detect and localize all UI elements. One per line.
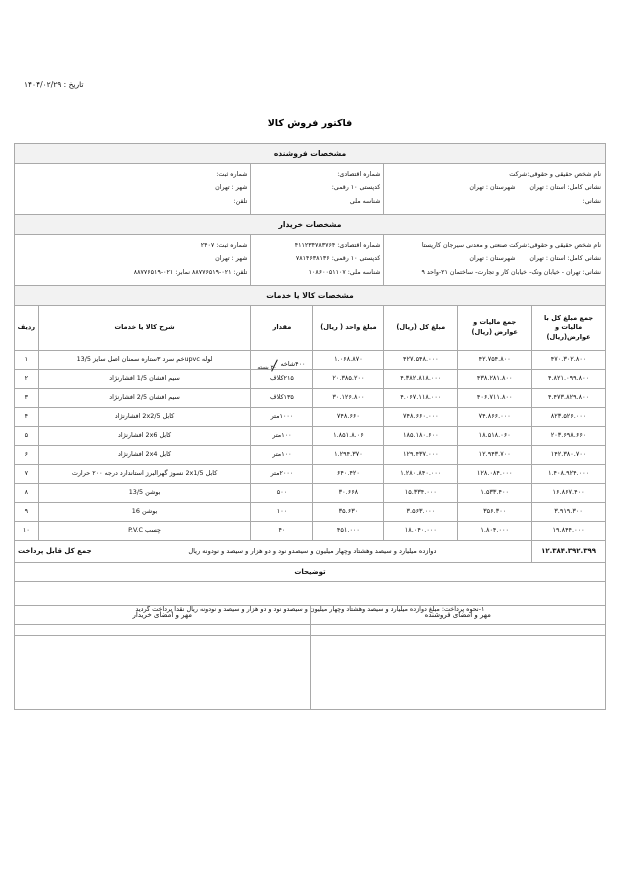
grand-total-value: ۱۲.۳۸۴.۳۹۲.۳۹۹ <box>532 541 606 563</box>
cell-description: کابل 2x2/5 افشارنژاد <box>38 408 251 427</box>
cell-quantity: ۲۰۰۰متر <box>251 465 313 484</box>
cell-total: ۴۲۷.۵۴۸.۰۰۰ <box>384 351 458 370</box>
buyer-phone-value: ۰۲۱-۸۸۷۷۶۵۱۹ <box>191 268 232 276</box>
cell-total: ۱۸۵.۱۸۰.۶۰۰ <box>384 427 458 446</box>
items-header-row <box>15 306 606 351</box>
cell-quantity <box>251 351 313 370</box>
signature-header-row <box>15 606 606 625</box>
seller-city-label: شهرستان : <box>485 184 516 192</box>
buyer-name-line <box>387 241 601 250</box>
buyer-fax-label: نمابر: <box>175 268 190 276</box>
grand-total-label: جمع کل قابل پرداخت <box>18 547 92 556</box>
quantity-primary: ۴۰۰شاخه <box>280 360 306 369</box>
cell-description: لوله upvcخم سرد ۳ستاره سمنان اصل سایز 13/5 <box>38 351 251 370</box>
buyer-national-label: شناسه ملی: <box>347 268 381 276</box>
seller-signature-box[interactable] <box>310 625 606 710</box>
cell-row-number: ۳ <box>15 389 39 408</box>
table-row <box>15 522 606 541</box>
seller-national-label: شناسه ملی <box>349 197 381 205</box>
seller-postal-line <box>254 183 380 192</box>
cell-description: سیم افشان 1/5 افشارنژاد <box>38 370 251 389</box>
seller-phone-label: تلفن: <box>233 197 248 205</box>
cell-grand-total: ۲۰۳.۶۹۸.۶۶۰ <box>532 427 606 446</box>
invoice-table <box>14 143 606 636</box>
cell-description: کابل 2x1/5 نسوز گهرالبرز استاندارد درجه ۲۰۰ حرارت <box>38 465 251 484</box>
cell-grand-total: ۸۲۳.۵۲۶.۰۰۰ <box>532 408 606 427</box>
buyer-econ-value: ۴۱۱۲۳۴۷۸۳۷۶۴ <box>294 242 336 250</box>
cell-unit-price: ۱.۰۶۸.۸۷۰ <box>313 351 384 370</box>
cell-total: ۱۸.۰۴۰.۰۰۰ <box>384 522 458 541</box>
seller-province-value: تهران <box>529 184 544 192</box>
seller-band-row <box>15 144 606 164</box>
cell-grand-total: ۱۹.۸۴۴.۰۰۰ <box>532 522 606 541</box>
buyer-col-right <box>384 235 606 286</box>
buyer-band-row <box>15 215 606 235</box>
cell-row-number: ۷ <box>15 465 39 484</box>
cell-total: ۴.۳۸۲.۸۱۸.۰۰۰ <box>384 370 458 389</box>
items-band-row <box>15 286 606 306</box>
date-value: ۱۴۰۴/۰۲/۲۹ <box>24 80 62 89</box>
cell-total: ۱۵.۳۳۴.۰۰۰ <box>384 484 458 503</box>
buyer-town-label: شهر : <box>231 255 248 263</box>
buyer-col-left <box>15 235 251 286</box>
cell-tax: ۴۲.۷۵۴.۸۰۰ <box>458 351 532 370</box>
seller-econ-line <box>254 170 380 179</box>
cell-quantity: ۵۰۰ <box>251 484 313 503</box>
buyer-postal-label: کدپستی ۱۰ رقمی: <box>331 255 381 263</box>
table-row <box>15 389 606 408</box>
signature-box-row <box>15 625 606 710</box>
cell-row-number: ۸ <box>15 484 39 503</box>
seller-town-line <box>18 183 247 192</box>
buyer-street-label: نشانی: <box>582 268 601 276</box>
cell-tax: ۱۲.۹۴۳.۷۰۰ <box>458 446 532 465</box>
cell-grand-total: ۴.۸۲۱.۰۹۹.۸۰۰ <box>532 370 606 389</box>
seller-info-row <box>15 164 606 215</box>
cell-description: بوشن 16 <box>38 503 251 522</box>
cell-unit-price: ۶۴۰.۴۲۰ <box>313 465 384 484</box>
table-row <box>15 370 606 389</box>
table-row <box>15 484 606 503</box>
cell-total: ۳.۵۶۳.۰۰۰ <box>384 503 458 522</box>
grand-total-words: دوازده میلیارد و سیصد وهشتاد وچهار میلیون و سیصدو نود و دو هزار و سیصد و نودونه ریال <box>188 546 437 555</box>
buyer-town-line <box>18 254 247 263</box>
table-row <box>15 427 606 446</box>
buyer-address-line <box>387 254 601 263</box>
cell-tax: ۱.۸۰۴.۰۰۰ <box>458 522 532 541</box>
cell-unit-price: ۱.۲۹۴.۳۷۰ <box>313 446 384 465</box>
notes-body: ۱-نحوه پرداخت: مبلغ دوازده میلیارد و سیصد وهشتاد وچهار میلیون و سیصدو نود و دو هزار و سیصد و نودونه ریال نقدا پرداخت گردید <box>15 582 606 636</box>
cell-row-number: ۱ <box>15 351 39 370</box>
cell-unit-price: ۷۴۸.۶۶۰ <box>313 408 384 427</box>
cell-total: ۱۲۹.۴۳۷.۰۰۰ <box>384 446 458 465</box>
cell-unit-price: ۲۰.۳۸۵.۲۰۰ <box>313 370 384 389</box>
seller-town-value: تهران <box>215 184 230 192</box>
buyer-fax-value: ۰۲۱-۸۸۷۷۶۵۱۹ <box>133 268 174 276</box>
buyer-band: مشخصات خریدار <box>15 215 606 235</box>
buyer-reg-line <box>18 241 247 250</box>
cell-tax: ۱۸.۵۱۸.۰۶۰ <box>458 427 532 446</box>
seller-national-line <box>254 197 380 206</box>
seller-col-left <box>15 164 251 215</box>
col-header-quantity: مقدار <box>251 306 313 351</box>
cell-quantity: ۱۰۰متر <box>251 446 313 465</box>
buyer-name-value: صنعتی و معدنی سیرجان کاریستا <box>421 242 508 250</box>
cell-unit-price: ۳۰.۱۲۶.۸۰۰ <box>313 389 384 408</box>
buyer-street-value: تهران - خیابان ونک- خیابان کار و تجارت- ساختمان ۲۱-واحد ۹ <box>421 268 581 276</box>
buyer-address-label: نشانی کامل: استان : <box>545 255 601 263</box>
col-header-total: مبلغ کل (ریال) <box>384 306 458 351</box>
table-row <box>15 465 606 484</box>
cell-description: کابل 2x4 افشارنژاد <box>38 446 251 465</box>
buyer-city-value: تهران <box>469 255 484 263</box>
buyer-national-value: ۱۰۸۶۰۰۵۱۱۰۷ <box>308 268 346 276</box>
seller-col-mid <box>251 164 384 215</box>
cell-tax: ۱.۵۳۳.۴۰۰ <box>458 484 532 503</box>
col-header-unit-price: مبلغ واحد ( ریال) <box>313 306 384 351</box>
cell-tax: ۱۲۸.۰۸۴.۰۰۰ <box>458 465 532 484</box>
col-header-grand-total: جمع مبلغ کل با مالیات و عوارض(ریال) <box>532 306 606 351</box>
cell-quantity: ۲۱۵کلاف <box>251 370 313 389</box>
cell-total: ۷۴۸.۶۶۰.۰۰۰ <box>384 408 458 427</box>
buyer-name-label: نام شخص حقیقی و حقوقی:شرکت <box>509 242 601 250</box>
table-row <box>15 351 606 370</box>
seller-econ-label: شماره اقتصادی: <box>337 171 381 179</box>
cell-row-number: ۲ <box>15 370 39 389</box>
col-header-description: شرح کالا یا خدمات <box>38 306 251 351</box>
buyer-province-value: تهران <box>529 255 544 263</box>
seller-postal-label: کدپستی ۱۰ رقمی: <box>331 184 381 192</box>
cell-row-number: ۹ <box>15 503 39 522</box>
seller-signature-label: مهر و امضای فروشنده <box>310 606 606 625</box>
table-row <box>15 408 606 427</box>
cell-grand-total: ۱.۴۰۸.۹۲۴.۰۰۰ <box>532 465 606 484</box>
quantity-secondary: ۲۰ بسته <box>257 365 277 372</box>
buyer-street-line <box>387 268 601 277</box>
table-row <box>15 503 606 522</box>
cell-tax: ۷۴.۸۶۶.۰۰۰ <box>458 408 532 427</box>
seller-street-label: نشانی: <box>582 197 601 205</box>
seller-name-label: نام شخص حقیقی و حقوقی:شرکت <box>509 171 601 179</box>
cell-quantity: ۱۰۰ <box>251 503 313 522</box>
buyer-phone-line <box>18 268 247 277</box>
cell-grand-total: ۴۷۰.۳۰۲.۸۰۰ <box>532 351 606 370</box>
buyer-signature-box[interactable] <box>15 625 311 710</box>
invoice-table-wrap <box>14 143 606 636</box>
cell-quantity: ۴۰ <box>251 522 313 541</box>
buyer-econ-line <box>254 241 380 250</box>
buyer-signature-label: مهر و امضای خریدار <box>15 606 311 625</box>
signature-table <box>14 605 606 710</box>
items-band: مشخصات کالا یا خدمات <box>15 286 606 306</box>
cell-quantity: ۱۰۰۰متر <box>251 408 313 427</box>
seller-name-line <box>387 170 601 179</box>
seller-town-label: شهر : <box>231 184 248 192</box>
page-title: فاکتور فروش کالا <box>267 118 353 129</box>
buyer-info-row <box>15 235 606 286</box>
cell-description: بوشن 13/5 <box>38 484 251 503</box>
col-header-row-number: ردیف <box>15 306 39 351</box>
cell-row-number: ۶ <box>15 446 39 465</box>
buyer-city-label: شهرستان : <box>485 255 516 263</box>
cell-quantity: ۱۳۵کلاف <box>251 389 313 408</box>
cell-row-number: ۴ <box>15 408 39 427</box>
cell-tax: ۴۰۶.۷۱۱.۸۰۰ <box>458 389 532 408</box>
date-line <box>0 80 620 89</box>
cell-row-number: ۱۰ <box>15 522 39 541</box>
buyer-econ-label: شماره اقتصادی: <box>337 242 381 250</box>
signature-section <box>14 605 606 710</box>
grand-total-row <box>15 541 606 563</box>
cell-description: کابل 2x6 افشارنژاد <box>38 427 251 446</box>
buyer-phone-label: تلفن: <box>233 268 248 276</box>
notes-title-row <box>15 563 606 582</box>
seller-band: مشخصات فروشنده <box>15 144 606 164</box>
seller-reg-line <box>18 170 247 179</box>
cell-grand-total: ۱۶.۸۶۷.۴۰۰ <box>532 484 606 503</box>
cell-grand-total: ۱۴۲.۳۸۰.۷۰۰ <box>532 446 606 465</box>
col-header-tax: جمع مالیات و عوارض (ریال) <box>458 306 532 351</box>
seller-street-line <box>387 197 601 206</box>
buyer-postal-value: ۷۸۱۴۶۳۸۱۳۶ <box>295 255 330 263</box>
items-body <box>15 351 606 541</box>
seller-phone-line <box>18 197 247 206</box>
cell-description: چسب P.V.C <box>38 522 251 541</box>
buyer-postal-line <box>254 254 380 263</box>
buyer-col-mid <box>251 235 384 286</box>
seller-col-right <box>384 164 606 215</box>
notes-title: توضیحات <box>15 563 606 582</box>
cell-grand-total: ۴.۴۷۳.۸۲۹.۸۰۰ <box>532 389 606 408</box>
cell-unit-price: ۳۰.۶۶۸ <box>313 484 384 503</box>
grand-total-text-cell <box>15 541 532 563</box>
cell-total: ۴.۰۶۷.۱۱۸.۰۰۰ <box>384 389 458 408</box>
cell-grand-total: ۳.۹۱۹.۳۰۰ <box>532 503 606 522</box>
cell-quantity: ۱۰۰متر <box>251 427 313 446</box>
buyer-reg-label: شماره ثبت: <box>216 242 248 250</box>
buyer-national-line <box>254 268 380 277</box>
cell-total: ۱.۲۸۰.۸۴۰.۰۰۰ <box>384 465 458 484</box>
cell-unit-price: ۳۵.۶۳۰ <box>313 503 384 522</box>
cell-tax: ۴۳۸.۲۸۱.۸۰۰ <box>458 370 532 389</box>
table-row <box>15 446 606 465</box>
seller-reg-label: شماره ثبت: <box>216 171 248 179</box>
cell-description: سیم افشان 2/5 افشارنژاد <box>38 389 251 408</box>
seller-address-line <box>387 183 601 192</box>
date-label: تاریخ : <box>63 80 84 89</box>
cell-tax: ۳۵۶.۳۰۰ <box>458 503 532 522</box>
cell-unit-price: ۱.۸۵۱.۸.۰۶ <box>313 427 384 446</box>
buyer-reg-value: ۲۴۰۷ <box>200 242 215 250</box>
buyer-town-value: تهران <box>215 255 230 263</box>
cell-unit-price: ۴۵۱.۰۰۰ <box>313 522 384 541</box>
seller-address-label: نشانی کامل: استان : <box>545 184 601 192</box>
cell-row-number: ۵ <box>15 427 39 446</box>
seller-city-value: تهران <box>469 184 484 192</box>
